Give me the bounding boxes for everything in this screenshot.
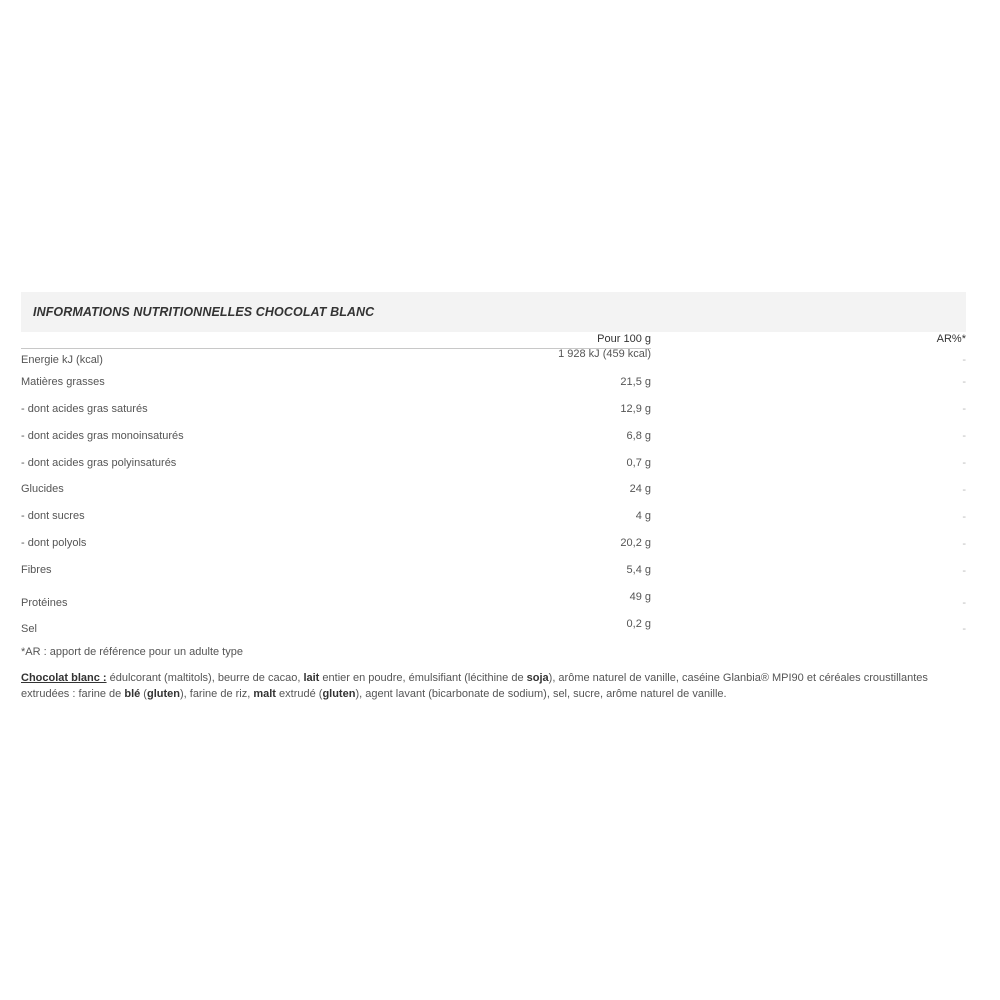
allergen: gluten <box>146 688 180 700</box>
column-header-per100: Pour 100 g <box>597 333 651 345</box>
row-value: 5,4 g <box>626 564 651 576</box>
nutrition-table <box>21 349 966 638</box>
row-label: Energie kJ (kcal) <box>21 354 103 366</box>
ingredients-part: extrudé ( <box>275 688 323 700</box>
table-row <box>21 348 966 369</box>
row-label: Matières grasses <box>21 376 105 388</box>
ingredients-part: ( <box>140 688 147 700</box>
row-label: Sel <box>21 623 37 635</box>
ingredients-part: ), farine de riz, <box>179 688 254 700</box>
ingredients-text <box>21 670 951 702</box>
row-value: 20,2 g <box>620 537 651 549</box>
column-header-ar: AR%* <box>936 333 966 345</box>
row-label: - dont acides gras monoinsaturés <box>21 430 184 442</box>
title-bar <box>21 292 966 332</box>
table-row <box>21 615 966 638</box>
panel-title: INFORMATIONS NUTRITIONNELLES CHOCOLAT BLANC <box>33 305 375 319</box>
table-row <box>21 559 966 588</box>
ingredients-lead: Chocolat blanc : <box>21 672 107 684</box>
reference-note: *AR : apport de référence pour un adulte type <box>21 646 243 658</box>
row-label: - dont acides gras polyinsaturés <box>21 457 177 469</box>
allergen: soja <box>526 672 549 684</box>
row-ar: - <box>962 403 966 415</box>
allergen: malt <box>253 688 276 700</box>
table-row <box>21 532 966 559</box>
table-row <box>21 588 966 615</box>
allergen: gluten <box>322 688 356 700</box>
ingredients-part: ), arôme naturel de vanille, caséine Glanbia® MPI90 et céréales croustillantes extrudées : farine de <box>21 672 928 700</box>
row-ar: - <box>962 538 966 550</box>
row-ar: - <box>962 376 966 388</box>
row-ar: - <box>962 457 966 469</box>
allergen: blé <box>124 688 141 700</box>
row-label: Protéines <box>21 597 68 609</box>
row-value: 12,9 g <box>620 403 651 415</box>
row-value: 0,2 g <box>626 618 651 630</box>
table-row <box>21 397 966 424</box>
row-label: - dont polyols <box>21 537 87 549</box>
row-label: Glucides <box>21 483 64 495</box>
row-ar: - <box>962 354 966 366</box>
row-ar: - <box>962 430 966 442</box>
ingredients-part: ), agent lavant (bicarbonate de sodium), sel, sucre, arôme naturel de vanille. <box>355 688 727 700</box>
ingredients-part: entier en poudre, émulsifiant (lécithine de <box>319 672 527 684</box>
row-value: 4 g <box>635 510 651 522</box>
row-label: - dont sucres <box>21 510 85 522</box>
row-value: 49 g <box>629 591 651 603</box>
row-value: 6,8 g <box>626 430 651 442</box>
row-ar: - <box>962 565 966 577</box>
allergen: lait <box>303 672 320 684</box>
nutrition-panel <box>21 292 966 702</box>
row-ar: - <box>962 623 966 635</box>
table-row <box>21 478 966 505</box>
row-ar: - <box>962 597 966 609</box>
table-row <box>21 505 966 532</box>
table-header <box>21 333 966 349</box>
row-label: - dont acides gras saturés <box>21 403 148 415</box>
row-value: 0,7 g <box>626 457 651 469</box>
row-ar: - <box>962 484 966 496</box>
row-value: 21,5 g <box>620 376 651 388</box>
table-row <box>21 370 966 397</box>
row-value: 1 928 kJ (459 kcal) <box>558 348 651 360</box>
ingredients-part: édulcorant (maltitols), beurre de cacao, <box>106 672 304 684</box>
row-ar: - <box>962 511 966 523</box>
table-row <box>21 424 966 451</box>
row-label: Fibres <box>21 564 52 576</box>
table-row <box>21 451 966 478</box>
row-value: 24 g <box>629 483 651 495</box>
